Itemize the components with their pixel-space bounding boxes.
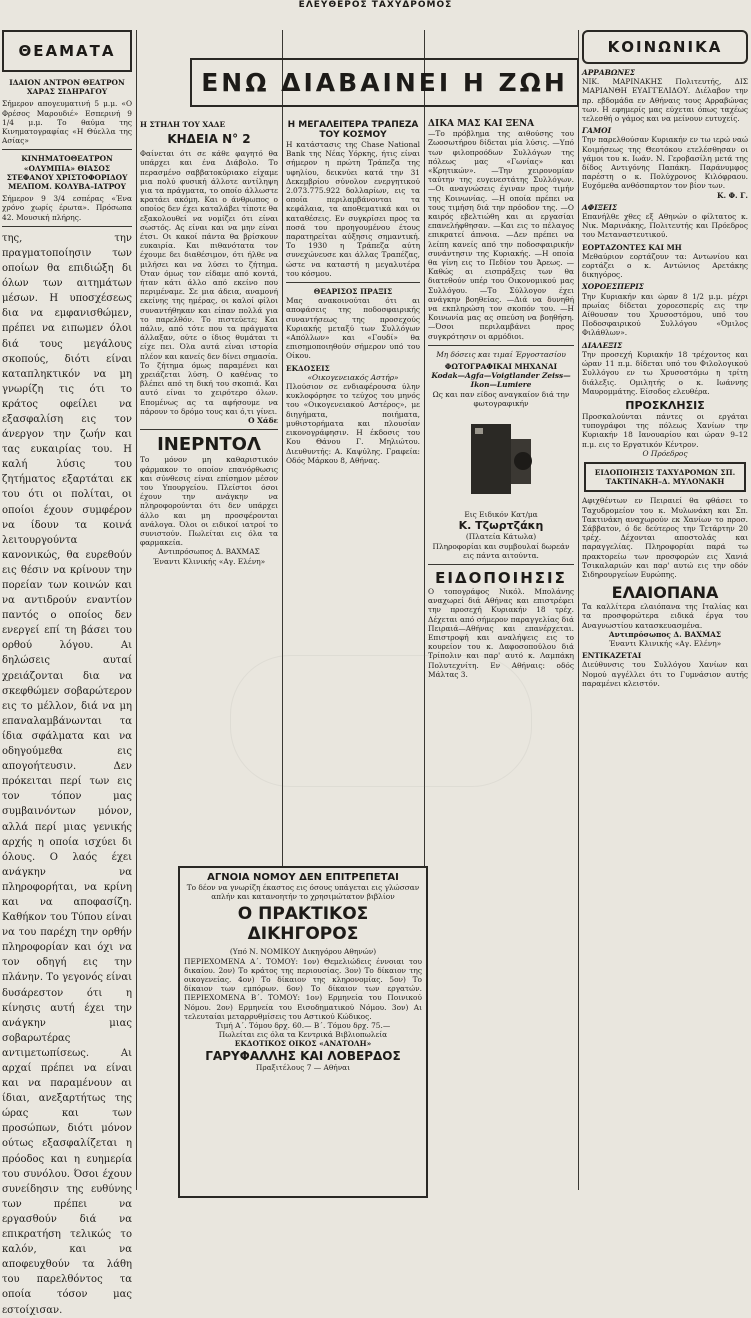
wed-body: Την παρελθούσαν Κυριακήν εν τω ιερώ ναώ Κοιμήσεως της Θεοτόκου ετελέσθησαν οι γάμοι του κ. Ιωάν. Ν. Γεροβασίλη μετά της δίδος Αντιγόνης Παπάκη. Παράνυμφος παρέστη ο κ. Πολύχρονος Κιλόφραου. Ευχόμεθα ανθόσπαρτον τον βίον των. [582, 135, 748, 191]
postal-body: Αφιχθέντων εν Πειραιεί θα φθάσει το Ταχυδρομείον του κ. Μυλωνάκη και Σπ. Τακτινάκη αναχωρούν εκ Χανίων το προσ. Σάββατον, ό δε δεύτερος την Τετάρτην 20 τρέχ. Δέχονται αποστολάς και παραγγελίας. Πληροφορίαι παρά τω πρακτορείω των προσφορών εις Χανιά Τσικαλαριών και παρ' αυτώ εις την οδόν Σιδηρουργείων Ευρώπης. [582, 496, 748, 579]
invite-sign: Ο Πρόεδρος [642, 448, 688, 458]
oil-title: ΕΛΑΙΟΠΑΝΑ [611, 583, 719, 603]
oil-address: Έναντι Κλινικής «Αγ. Ελένη» [608, 638, 722, 648]
theaters-column [2, 30, 132, 1316]
lawyer-contents: ΠΕΡΙΕΧΟΜΕΝΑ Α΄. ΤΟΜΟΥ: 1ον) Θεμελιώδεις έννοιαι του δικαίου. 2ον) Το κράτος της περιουσίας. 3ον) Το δίκαιον της οικογενείας. 4ον) Το δίκαιον της κληρονομίας. 5ον) Το δίκαιον των εμπόρων. 6ον) Το δίκαιον των εργατών. ΠΕΡΙΕΧΟΜΕΝΑ Β΄. ΤΟΜΟΥ: 1ον) Ερμηνεία του Ποινικού Νόμου. 2ον) Ερμηνεία του Εισοδηματικού Νόμου. 3ον) Αι τελευταίαι μεταρρυθμίσεις του Αστικού Κώδικος. [184, 956, 422, 1021]
wed-title: ΓΑΜΟΙ [582, 126, 612, 136]
publisher-address: Πραξιτέλους 7 — Αθήναι [255, 1062, 351, 1072]
column-rule [578, 30, 579, 1190]
books-body: Πλούσιον σε ενδιαφέρουσα ύλην κυκλοφόρησε το τεύχος του μηνός του «Οικογενειακού Αστέρος», με διηγήματα, ποιήματα, μυθιστορήματα και πλουσίαν εικονογράφησιν. Η έκδοσις του Κου Θάνου Γ. Μηλιώτου. Διευθυντής: Α. Καψύλης. Γραφεία: Οδός Μάρκου 8, Αθήνας. [286, 382, 420, 465]
column-rule [136, 30, 137, 1190]
thanks-body: Επανήλθε χθες εξ Αθηνών ο φίλτατος κ. Νικ. Μαρινάκης, Πολιτευτής και Πρόεδρος του Μεταναστευτικού. [582, 212, 748, 240]
lawyer-top: ΑΓΝΟΙΑ ΝΟΜΟΥ ΔΕΝ ΕΠΙΤΡΕΠΕΤΑΙ [207, 872, 399, 883]
inerto-agent: Αντιπρόσωπος Δ. ΒΑΧΜΑΣ [158, 547, 260, 557]
engage-body: ΝΙΚ. ΜΑΡΙΝΑΚΗΣ Πολιτευτής, ΔΙΣ ΜΑΡΙΑΝΘΗ ΕΥΑΓΓΕΛΙΔΟΥ. Διέλαβον την πρ. εβδομάδα εν Αθήναις τους Αρραβώνας των. Η εφημερίς μας εύχεται όπως ταχέως τελεσθή ο γάμος και να μείνουν ευτυχείς. [582, 77, 748, 124]
social-column [582, 30, 748, 1192]
lawyer-title: Ο ΠΡΑΚΤΙΚΟΣ ΔΙΚΗΓΟΡΟΣ [237, 904, 369, 945]
masthead: ΕΛΕΥΘΕΡΟΣ ΤΑΧΥΔΡΟΜΟΣ [298, 0, 453, 10]
theaters-entry: ΚΙΝΗΜΑΤΟΘΕΑΤΡΟΝ «ΟΛΥΜΠΙΑ» ΘΙΑΣΟΣ ΣΤΕΦΑΝΟΥ ΧΡΙΣΤΟΦΟΡΙΔΟΥ ΜΕΛΠΟΜ. ΚΟΛΥΒΑ–ΙΑΤΡΟΥ [6, 154, 128, 192]
theaters-entry: ΙΔΑΙΟΝ ΑΝΤΡΟΝ ΘΕΑΤΡΟΝ ΧΑΡΑΣ ΣΙΔΗΡΑΓΟΥ [9, 78, 125, 97]
oil-body: Τα καλλίτερα ελαιόπανα της Ιταλίας και τα προσφορώτερα ειδικά έργα του Αναγνωστίου κατασκευασμένα. [582, 602, 748, 630]
divider [2, 226, 132, 227]
books-subtitle: «Οικογενειακός Αστήρ» [307, 372, 399, 382]
camera-ad [428, 350, 574, 560]
lawyer-author: (Υπό Ν. ΝΟΜΙΚΟΥ Δικηγόρου Αθηνών) [229, 947, 377, 957]
dance-title: ΧΟΡΟΕΣΠΕΡΙΣ [582, 282, 644, 292]
news-title: ΔΙΚΑ ΜΑΣ ΚΑΙ ΞΕΝΑ [428, 119, 535, 129]
inerto-address: Έναντι Κλινικής «Αγ. Ελένη» [152, 556, 266, 566]
ad-shop-pre: Εις Ειδικόν Κατ/μα [464, 510, 538, 520]
ad-address: (Πλατεία Κάτωλα) [465, 532, 537, 542]
camera-icon [461, 414, 541, 504]
ad-more: Ως και παν είδος αναγκαίον διά την φωτογραφικήν [432, 389, 570, 408]
sports-body: Μας ανακοινούται ότι αι αποφάσεις της ποδοσφαιρικής συναντήσεως της προσεχούς Κυριακής μεταξύ των Συλλόγων «Απόλλων» και «Γουδί» θα επισημοποιηθούν σήμερον υπό του Οίκου. [286, 296, 420, 361]
publisher-pre: ΕΚΔΟΤΙΚΟΣ ΟΙΚΟΣ «ΑΝΑΤΟΛΗ» [234, 1039, 372, 1049]
lecture-title: ΔΙΑΛΕΞΙΣ [582, 340, 623, 350]
notice2-body: Διεύθυνσις του Συλλόγου Χανίων και Νομού αγγέλλει ότι το Γυμνάσιον αυτής παραμένει κλειστόν. [582, 660, 748, 688]
bank-title: Η ΜΕΓΑΛΕΙΤΕΡΑ ΤΡΑΠΕΖΑ ΤΟΥ ΚΟΣΜΟΥ [287, 120, 419, 140]
ad-subtitle: ΦΩΤΟΓΡΑΦΙΚΑΙ ΜΗΧΑΝΑΙ [444, 362, 558, 372]
article-body: Φαίνεται ότι σε κάθε φαγητό θα υπάρχει και ένα Διάβολο. Το περασμένο σαββατοκύριακο είχαμε μια πολύ φυσική άλλοτε αντίληψη για τα πράγματα, το οποίο άλλωστε κρατάει ακόμη. Και ο άνθρωπος ο οποίος δεν έχει καταλάβει τίποτε θα εξακολουθεί να νομίζει ότι είναι σωστός. Ας είναι και να μην είναι έτσι. Οι κακοί πάντα θα βρίσκουν ευκαιρία. Και πιθανότατα τον έχουμε δει διαθέσιμον, ότι ήλθε να μιλήσει και να λύσει το ζήτημα. Όταν όμως τον είδαμε από κοντά, ήταν κάτι άλλο από εκείνο που περιμέναμε. Σε μια άδεια, αναμονή εκείνης της ημέρας, οι καλοί φίλοι συναντήθηκαν και είπαν πολλά για το παρελθόν. Το πιστεύετε; Και πάλιν, από τότε που τα πράγματα άλλαξαν, ούτε ο ίδιος θυμάται τι είχε πει. Όλα αυτά είναι ιστορία πλέον και κανείς δεν δίνει σημασία. Το ζήτημα όμως παραμένει και χρειάζεται λύση. Ο καθένας το βλέπει από τη δική του σκοπιά. Και αυτό είναι το χειρότερο όλων. Επομένως ας τα αφήσουμε να πάρουν το δρόμο τους και ό,τι γίνει. [140, 149, 278, 416]
lecture-body: Την προσεχή Κυριακήν 18 τρέχοντος και ώραν 11 π.μ. δίδεται υπό του Φιλολογικού Συλλόγου εν τω Χρυσοστόμω η τρίτη διάλεξις. Ομιλητής ο κ. Ιωάννης Μαυρομμάτης. Είσοδος ελευθέρα. [582, 349, 748, 396]
divider [140, 429, 278, 430]
invite-body: Προσκαλούνται πάντες οι εργάται τυπογράφοι της πόλεως Χανίων την Κυριακήν 18 Ιανουαρίου και ώραν 9–12 π.μ. εις το Εργατικόν Κέντρον. [582, 411, 748, 449]
invite-title: ΠΡΟΣΚΛΗΣΙΣ [625, 398, 705, 412]
article-body: της, την πραγματοποίησιν των οποίων θα επιδιώξη δι όλων των αιτημάτων μέσων. Η υποσχέσεως δια να εμφανισθώμεν, πρέπει να ειπωμεν όλοι διά τους μεγάλους σκοπούς, διότι είναι καταπληκτικόν να μη γνωρίζη τις ότι το κράτος οφείλει να εξασφαλίση εις τον άνεργον την ζωήν και τας ευκαιρίας του. Η καλή λύσις του ζητήματος εξαρτάται εκ του ότι οι πολίται, οι οποίοι έχουν συμφέρον να ίδουν τα κοινά λειτουργούντα κανονικώς, θα ευρεθούν εις θέσιν να κρίνουν την πορείαν των κοινών και να αντιδρούν εναντίον παντός ο οποίος δεν ενεργεί επί τη βάσει του ορθού λόγου. Αι δηλώσεις αυταί χρειάζονται δια να σκεφθώμεν σοβαρώτερον εις το μέλλον, διά να μη επαναλαμβάνωνται τα ίδια σφάλματα και να οδηγούμεθα εις απογοήτευσιν. Δεν πρόκειται περί των εις τον τόπον μας συμβαινόντων μόνον, αλλά περί μιας γενικής αρχής η οποία ισχύει δι όλους. Ο λαός έχει ανάγκην να πληροφορήται, να κρίνη και να αποφασίζη. Καθήκον του Τύπου είναι να του παρέχη την ορθήν πληροφορίαν και όχι να τον οδηγή εις την πλάνην. Το γεγονός είναι δυσάρεστον ότι η κίνησις αυτή έχει την ανάγκην μιας σοβαρωτέρας αντιμετωπίσεως. Αι αρχαί πρέπει να είναι και να παραμένουν αι ίδιαι, ανεξαρτήτως της ώρας και των προσώπων, διότι μόνον ούτως εξασφαλίζεται η πρόοδος και η ευημερία του συνόλου. Όσοι έχουν συνείδησιν της ευθύνης των πρέπει να εργασθούν διά να επικρατήση τελικώς το καλόν, και να αποφευχθούν τα λάθη του παρελθόντος τα οποία τόσον μας εστοίχισαν. [2, 232, 132, 1316]
signature: Κ. Φ. Γ. [717, 190, 748, 200]
theaters-entry: Σήμερον απογευματινή 5 μ.μ. «Ο Φρέσος Μαρουδιέ» Εσπερινή 9 1/4 μ.μ. Το θαύμα της Κινηματογραφίας «Η Θύελλα της Ασίας» [2, 99, 132, 146]
notice-title: ΕΙΔΟΠΟΙΗΣΙΣ [435, 568, 567, 587]
lawyer-sale: Πωλείται εις όλα τα Κεντρικά Βιβλιοπωλεία [218, 1030, 388, 1040]
notice2-title: ΕΝΤΙΚΑΖΕΤΑΙ [582, 651, 642, 661]
ad-title: Μη δόσεις και τιμαί Έργοστασίου [436, 349, 566, 359]
thanks-title: ΑΦΙΞΕΙΣ [582, 202, 618, 212]
lawyer-price: Τιμή Α΄. Τόμου δρχ. 60.— Β΄. Τόμου δρχ. 75.— [215, 1021, 391, 1031]
theaters-title: ΘΕΑΜΑΤΑ [2, 30, 132, 72]
watermark-stamp [230, 655, 532, 787]
notice-body: Ο τοπογράφος Νικόλ. Μπολάνης αναχωρεί διά Αθήνας και επιστρέφει την προσεχή Κυριακήν 18 τρέχ. Δέχεται από σήμερον παραγγελίας διά Πειραιά—Αθήνας και επανέρχεται. Επιστροφή και αναλήψεις εις το κουρείον του κ. Δαφοσοπούλου διά Τρίπολιν και παρ' αυτό κ. Λαμπάκη Πολυτεχνίτη. Εν Αθήναις: οδός Μάλτας 3. [428, 586, 574, 679]
feast-body: Μεθαύριον εορτάζουν τα: Αντωνίου και εορτάζει ο κ. Αντώνιος Αρετάκης δικηγόρος. [582, 251, 748, 280]
divider [428, 345, 574, 346]
publisher: ΓΑΡΥΦΑΛΛΗΣ ΚΑΙ ΛΟΒΕΡΔΟΣ [205, 1048, 401, 1063]
article-body: —Το πρόβλημα της αιθούσης του Ζωοσωτήρου δίδεται μία λύσις. —Υπό των φιλοπροόδων Συλλόγων της πόλεως μας «Γωνίας» και «Κρητικών». —Την χειρονομίαν ταύτην της ευγενεστάτης Συλλόγων. —Οι αναγνώσεις έγιναν προς τιμήν της Κοινωνίας. —Η οποία πρέπει να τους τιμήση διά την πρόοδον της. —Ο καιρός εβελτιώθη και αι εργασίαι επανελήφθησαν. —Και εις το πέλαγος επικρατεί άπνοια. —Δεν πρέπει να λείπη κανείς από την ποδοσφαιρικήν συνάντησιν της Κυριακής. —Η οποία θα γίνη εις το Πεδίον του Άρεως. —Καθώς αι εισπράξεις των θα διατεθούν υπέρ του Οικονομικού μας Συλλόγου. —Το Σύλλογον έχει ανάγκην βοηθείας. —Διά να δυνηθή να εκπληρώση τον σκοπόν του. —Η Κοινωνία μας ας σπεύση να βοηθήση. —Όσοι περιλαμβάνει προς συγκρότησιν οι αρμόδιοι. [428, 129, 574, 341]
signature: Ο Χάδε [248, 416, 278, 426]
divider [286, 282, 420, 283]
inerto-body: Το μόνον μη καθαριστικόν φάρμακον το οποίον επανόρθωσις και σύνθεσις είναι επίσημον μέσον του Υπουργείου. Πλείστοι όσοι έχουν την ανάγκην να πληροφορούνται ότι δεν υπάρχει άλλο και μη προσφέρονται ανάλογα. Όλοι οι ειδικοί ιατροί το συνιστούν. Πωλείται εις όλα τα φαρμακεία. [140, 455, 278, 548]
headline: ΕΝΩ ΔΙΑΒΑΙΝΕΙ Η ΖΩΗ [190, 58, 579, 107]
oil-agent: Αντιπρόσωπος Δ. ΒΑΧΜΑΣ [608, 629, 722, 639]
sports-title: ΘΕΑΡΙΣΟΣ ΠΡΑΞΙΣ [313, 287, 393, 297]
ad-footer: Πληροφορίαι και συμβουλαί δωρεάν εις πάντα αιτούντα. [432, 541, 570, 560]
theaters-entry: Σήμερον 9 3/4 εσπέρας «Ένα χρόνο χωρίς έρωτα». Πρόσωπα 42. Μουσική πλήρης. [2, 194, 132, 222]
column-subtitle: ΚΗΔΕΙΑ Ν° 2 [167, 132, 251, 147]
divider [428, 564, 574, 565]
article-body: Η κατάστασις της Chase National Bank της Νέας Υόρκης, ήτις είναι σήμερον η πρώτη Τράπεζα της υφηλίου, δεικνύει κατά την 31 Δεκεμβρίου σύνολον ενεργητικού 2.073.775.922 δολλαρίων, εις τα οποία περιλαμβάνονται τα κεφάλαια, τα αποθεματικά και οι καταθέσεις. Εν συγκρίσει προς τα ποσά του προηγουμένου έτους παρατηρείται αύξησις σημαντική. Το 1930 η Τράπεζα αύτη συνεχώνευσε και άλλας Τραπέζας, ώστε να καταστή η μεγαλυτέρα του κόσμου. [286, 140, 420, 278]
divider [2, 149, 132, 150]
engage-title: ΑΡΡΑΒΩΝΕΣ [582, 68, 636, 77]
ad-brands: Kodak—Agfa—Voigtlander Zeiss—Ikon—Lumiere [431, 371, 571, 390]
lawyer-line: Το δέον να γνωρίζη έκαστος εις όσους υπάγεται εις γλώσσαν απλήν και κατανοητήν το χρησιμώτατον βιβλίον [186, 883, 420, 902]
ad-shop: Κ. Τζωρτζάκη [458, 519, 544, 533]
postal-notice [584, 462, 746, 492]
feast-title: ΕΟΡΤΑΖΟΝΤΕΣ ΚΑΙ ΜΗ [582, 242, 682, 252]
inerto-title: ΙΝΕΡΝΤΟΛ [157, 434, 261, 456]
books-title: ΕΚΔΟΣΕΙΣ [286, 363, 330, 373]
postal-title: ΕΙΔΟΠΟΙΗΣΙΣ ΤΑΧΥΔΡΟΜΩΝ ΣΠ. ΤΑΚΤΙΝΑΚΗ–Δ. ΜΥΛΟΝΑΚΗ [594, 467, 736, 487]
dance-body: Την Κυριακήν και ώραν 8 1/2 μ.μ. μέχρι πρωίας δίδεται χοροεσπερίς εις την Αίθουσαν του Χρυσοστόμου, υπό του Ποδοσφαιρικού Συλλόγου «Όμιλος Φιλάθλων». [582, 291, 748, 338]
social-title: ΚΟΙΝΩΝΙΚΑ [582, 30, 748, 64]
lawyer-ad [178, 866, 428, 1198]
column-title: Η ΣΤΗΛΗ ΤΟΥ ΧΑΔΕ [140, 120, 226, 129]
